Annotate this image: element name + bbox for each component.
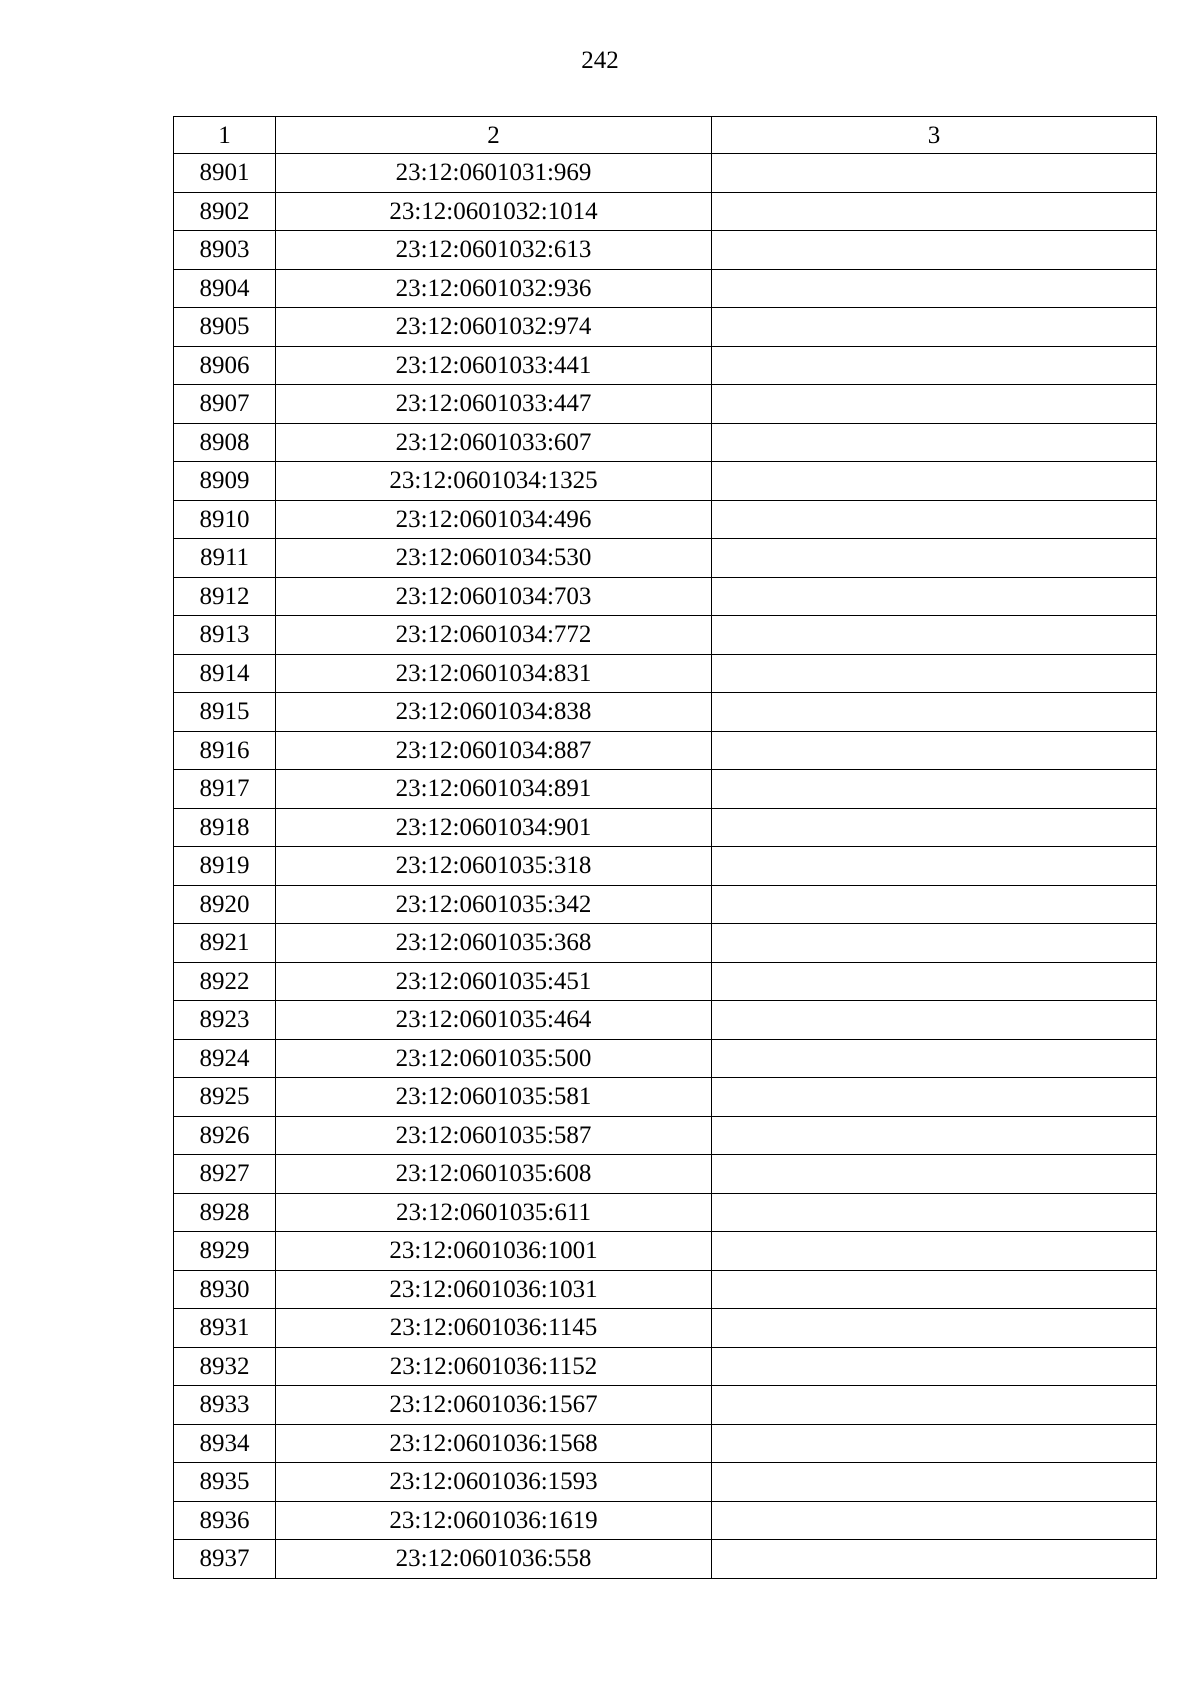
table-row [174, 539, 1157, 578]
empty-cell [712, 577, 1157, 616]
cadastral-number-cell: 23:12:0601032:613 [276, 231, 712, 270]
row-number-cell: 8934 [174, 1424, 276, 1463]
table-row [174, 808, 1157, 847]
cadastral-number-cell: 23:12:0601035:587 [276, 1116, 712, 1155]
row-number-cell: 8902 [174, 192, 276, 231]
table-row [174, 1347, 1157, 1386]
cadastral-number-cell: 23:12:0601034:901 [276, 808, 712, 847]
empty-cell [712, 346, 1157, 385]
cadastral-number-cell: 23:12:0601034:772 [276, 616, 712, 655]
empty-cell [712, 1232, 1157, 1271]
cadastral-number-cell: 23:12:0601035:342 [276, 885, 712, 924]
row-number-cell: 8908 [174, 423, 276, 462]
empty-cell [712, 1155, 1157, 1194]
empty-cell [712, 693, 1157, 732]
cadastral-number-cell: 23:12:0601036:1152 [276, 1347, 712, 1386]
cadastral-number-cell: 23:12:0601036:1001 [276, 1232, 712, 1271]
empty-cell [712, 1001, 1157, 1040]
table-row [174, 1540, 1157, 1579]
cadastral-number-cell: 23:12:0601032:936 [276, 269, 712, 308]
row-number-cell: 8924 [174, 1039, 276, 1078]
table-row [174, 1116, 1157, 1155]
table-row [174, 731, 1157, 770]
empty-cell [712, 1540, 1157, 1579]
row-number-cell: 8901 [174, 154, 276, 193]
table-row [174, 500, 1157, 539]
row-number-cell: 8929 [174, 1232, 276, 1271]
empty-cell [712, 731, 1157, 770]
cadastral-number-cell: 23:12:0601036:1567 [276, 1386, 712, 1425]
table-row [174, 1386, 1157, 1425]
empty-cell [712, 1386, 1157, 1425]
table-row [174, 423, 1157, 462]
cadastral-number-cell: 23:12:0601034:831 [276, 654, 712, 693]
cadastral-number-cell: 23:12:0601035:451 [276, 962, 712, 1001]
table-row [174, 847, 1157, 886]
cadastral-number-cell: 23:12:0601032:1014 [276, 192, 712, 231]
table-body [174, 117, 1157, 1579]
table-row [174, 962, 1157, 1001]
cadastral-number-cell: 23:12:0601033:441 [276, 346, 712, 385]
table-row [174, 924, 1157, 963]
table-row [174, 885, 1157, 924]
empty-cell [712, 539, 1157, 578]
cadastral-number-cell: 23:12:0601034:1325 [276, 462, 712, 501]
row-number-cell: 8914 [174, 654, 276, 693]
cadastral-number-cell: 23:12:0601036:558 [276, 1540, 712, 1579]
row-number-cell: 8907 [174, 385, 276, 424]
empty-cell [712, 1424, 1157, 1463]
table-row [174, 154, 1157, 193]
table-row [174, 693, 1157, 732]
column-header-2: 2 [276, 117, 712, 154]
row-number-cell: 8909 [174, 462, 276, 501]
empty-cell [712, 500, 1157, 539]
empty-cell [712, 1347, 1157, 1386]
empty-cell [712, 231, 1157, 270]
cadastral-number-cell: 23:12:0601035:608 [276, 1155, 712, 1194]
cadastral-number-cell: 23:12:0601034:496 [276, 500, 712, 539]
table-row [174, 1001, 1157, 1040]
empty-cell [712, 1116, 1157, 1155]
row-number-cell: 8919 [174, 847, 276, 886]
column-header-3: 3 [712, 117, 1157, 154]
empty-cell [712, 847, 1157, 886]
empty-cell [712, 385, 1157, 424]
empty-cell [712, 962, 1157, 1001]
table-row [174, 654, 1157, 693]
row-number-cell: 8905 [174, 308, 276, 347]
empty-cell [712, 808, 1157, 847]
cadastral-number-cell: 23:12:0601034:703 [276, 577, 712, 616]
empty-cell [712, 308, 1157, 347]
column-header-1: 1 [174, 117, 276, 154]
empty-cell [712, 924, 1157, 963]
table-row [174, 1463, 1157, 1502]
cadastral-number-cell: 23:12:0601034:887 [276, 731, 712, 770]
table-row [174, 1309, 1157, 1348]
empty-cell [712, 885, 1157, 924]
table-row [174, 231, 1157, 270]
table-row [174, 346, 1157, 385]
row-number-cell: 8916 [174, 731, 276, 770]
row-number-cell: 8935 [174, 1463, 276, 1502]
empty-cell [712, 192, 1157, 231]
empty-cell [712, 1193, 1157, 1232]
cadastral-number-cell: 23:12:0601034:838 [276, 693, 712, 732]
row-number-cell: 8936 [174, 1501, 276, 1540]
cadastral-number-cell: 23:12:0601035:318 [276, 847, 712, 886]
row-number-cell: 8911 [174, 539, 276, 578]
row-number-cell: 8925 [174, 1078, 276, 1117]
cadastral-number-table [173, 116, 1157, 1579]
cadastral-number-cell: 23:12:0601036:1568 [276, 1424, 712, 1463]
row-number-cell: 8928 [174, 1193, 276, 1232]
table-row [174, 616, 1157, 655]
cadastral-number-cell: 23:12:0601035:500 [276, 1039, 712, 1078]
row-number-cell: 8913 [174, 616, 276, 655]
cadastral-number-cell: 23:12:0601033:607 [276, 423, 712, 462]
row-number-cell: 8910 [174, 500, 276, 539]
table-row [174, 1424, 1157, 1463]
empty-cell [712, 616, 1157, 655]
row-number-cell: 8932 [174, 1347, 276, 1386]
table-row [174, 462, 1157, 501]
empty-cell [712, 1270, 1157, 1309]
cadastral-number-cell: 23:12:0601036:1031 [276, 1270, 712, 1309]
row-number-cell: 8937 [174, 1540, 276, 1579]
table-row [174, 1193, 1157, 1232]
row-number-cell: 8933 [174, 1386, 276, 1425]
cadastral-number-cell: 23:12:0601034:530 [276, 539, 712, 578]
row-number-cell: 8920 [174, 885, 276, 924]
table-row [174, 385, 1157, 424]
empty-cell [712, 154, 1157, 193]
row-number-cell: 8904 [174, 269, 276, 308]
table-row [174, 192, 1157, 231]
table-row [174, 770, 1157, 809]
row-number-cell: 8906 [174, 346, 276, 385]
row-number-cell: 8927 [174, 1155, 276, 1194]
row-number-cell: 8921 [174, 924, 276, 963]
empty-cell [712, 1501, 1157, 1540]
row-number-cell: 8903 [174, 231, 276, 270]
row-number-cell: 8923 [174, 1001, 276, 1040]
table-row [174, 269, 1157, 308]
table-row [174, 1039, 1157, 1078]
empty-cell [712, 1039, 1157, 1078]
cadastral-number-cell: 23:12:0601035:611 [276, 1193, 712, 1232]
table-row [174, 577, 1157, 616]
cadastral-number-cell: 23:12:0601031:969 [276, 154, 712, 193]
row-number-cell: 8912 [174, 577, 276, 616]
cadastral-number-cell: 23:12:0601035:368 [276, 924, 712, 963]
table-row [174, 308, 1157, 347]
row-number-cell: 8917 [174, 770, 276, 809]
table-header-row [174, 117, 1157, 154]
empty-cell [712, 1309, 1157, 1348]
cadastral-number-cell: 23:12:0601035:464 [276, 1001, 712, 1040]
row-number-cell: 8922 [174, 962, 276, 1001]
row-number-cell: 8926 [174, 1116, 276, 1155]
row-number-cell: 8918 [174, 808, 276, 847]
cadastral-number-cell: 23:12:0601036:1145 [276, 1309, 712, 1348]
table-row [174, 1155, 1157, 1194]
row-number-cell: 8915 [174, 693, 276, 732]
cadastral-number-cell: 23:12:0601035:581 [276, 1078, 712, 1117]
cadastral-number-cell: 23:12:0601033:447 [276, 385, 712, 424]
empty-cell [712, 770, 1157, 809]
table-row [174, 1270, 1157, 1309]
empty-cell [712, 462, 1157, 501]
cadastral-number-cell: 23:12:0601032:974 [276, 308, 712, 347]
table-row [174, 1078, 1157, 1117]
row-number-cell: 8930 [174, 1270, 276, 1309]
empty-cell [712, 654, 1157, 693]
page-number: 242 [581, 47, 619, 74]
empty-cell [712, 1463, 1157, 1502]
table-row [174, 1232, 1157, 1271]
cadastral-number-cell: 23:12:0601034:891 [276, 770, 712, 809]
empty-cell [712, 1078, 1157, 1117]
empty-cell [712, 423, 1157, 462]
table-row [174, 1501, 1157, 1540]
empty-cell [712, 269, 1157, 308]
cadastral-number-cell: 23:12:0601036:1619 [276, 1501, 712, 1540]
cadastral-number-cell: 23:12:0601036:1593 [276, 1463, 712, 1502]
row-number-cell: 8931 [174, 1309, 276, 1348]
